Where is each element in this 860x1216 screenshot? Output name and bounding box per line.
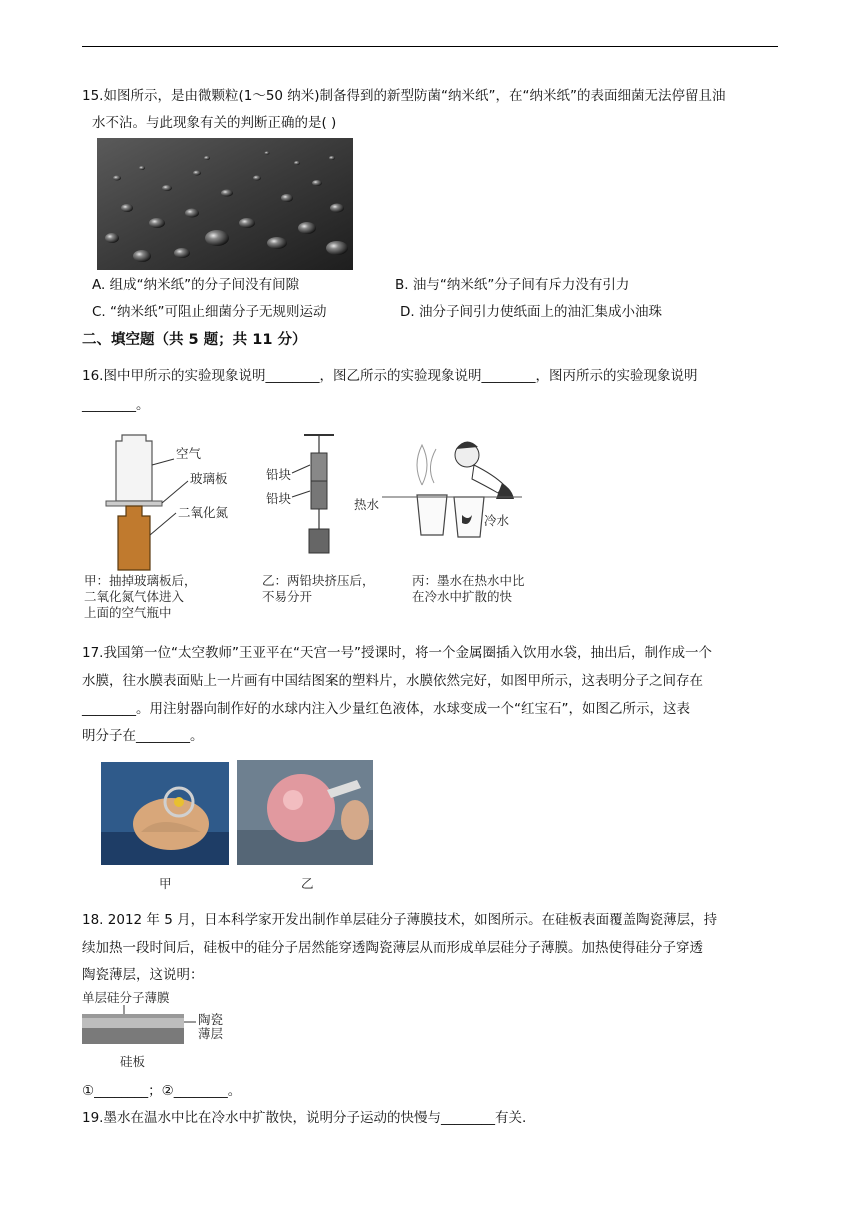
q18-figure [80, 990, 224, 1072]
jia-caption-2: 二氧化氮气体进入 [84, 589, 185, 604]
q15-option-d[interactable]: D. 油分子间引力使纸面上的油汇集成小油珠 [400, 304, 662, 320]
q16-stem-line1: 16.图中甲所示的实验现象说明________，图乙所示的实验现象说明________，图丙所示的实验现象说明 [82, 368, 698, 384]
q16-stem-line2: ________。 [82, 397, 150, 413]
yi-caption-1: 乙：两铅块挤压后， [262, 573, 375, 588]
q16-figure [82, 425, 552, 620]
q18-answer-line: ①________；②________。 [82, 1083, 242, 1099]
jia-caption-3: 上面的空气瓶中 [84, 605, 172, 620]
jia-label-glass: 玻璃板 [190, 471, 228, 486]
yi-label-lead-1: 铅块 [266, 467, 292, 482]
q17-stem-line4: 明分子在________。 [82, 728, 204, 744]
q15-option-a[interactable]: A. 组成“纳米纸”的分子间没有间隙 [92, 277, 300, 293]
q19-stem-line1: 19.墨水在温水中比在冷水中扩散快，说明分子运动的快慢与________有关. [82, 1110, 527, 1126]
q18-stem-line2: 续加热一段时间后，硅板中的硅分子居然能穿透陶瓷薄层从而形成单层硅分子薄膜。加热使得硅分子穿透 [82, 940, 703, 956]
bing-caption-2: 在冷水中扩散的快 [412, 589, 513, 604]
q15-stem-line2: 水不沾。与此现象有关的判断正确的是( ) [92, 115, 337, 131]
q15-stem-line1: 15.如图所示，是由微颗粒(1～50 纳米)制备得到的新型防菌“纳米纸”，在“纳米纸”的表面细菌无法停留且油 [82, 88, 726, 104]
q17-stem-line3: ________。用注射器向制作好的水球内注入少量红色液体，水球变成一个“红宝石”，如图乙所示，这表 [82, 701, 690, 717]
q18-stem-line3: 陶瓷薄层，这说明： [82, 967, 204, 983]
jia-label-air: 空气 [176, 446, 202, 461]
q18-label-ceramic-2: 薄层 [198, 1026, 224, 1041]
q18-stem-line1: 18. 2012 年 5 月，日本科学家开发出制作单层硅分子薄膜技术，如图所示。在硅板表面覆盖陶瓷薄层，持 [82, 912, 718, 928]
q17-stem-line2: 水膜，往水膜表面贴上一片画有中国结图案的塑料片，水膜依然完好，如图甲所示，这表明分子之间存在 [82, 673, 703, 689]
q15-option-c[interactable]: C. “纳米纸”可阻止细菌分子无规则运动 [92, 304, 327, 320]
bing-label-hot: 热水 [354, 497, 380, 512]
bing-label-cold: 冷水 [484, 513, 510, 528]
section-title: 二、填空题（共 5 题；共 11 分） [82, 332, 307, 348]
q15-option-b[interactable]: B. 油与“纳米纸”分子间有斥力没有引力 [395, 277, 630, 293]
header-rule [82, 46, 778, 47]
q17-caption-jia: 甲 [159, 876, 172, 891]
jia-caption-1: 甲：抽掉玻璃板后， [84, 573, 197, 588]
q17-photo-yi [237, 760, 373, 865]
q17-caption-yi: 乙 [301, 876, 314, 891]
bing-caption-1: 丙：墨水在热水中比 [412, 573, 525, 588]
yi-apparatus [292, 435, 334, 553]
q17-captions [101, 872, 381, 894]
nano-paper-photo [97, 138, 353, 270]
q17-stem-line1: 17.我国第一位“太空教师”王亚平在“天宫一号”授课时，将一个金属圈插入饮用水袋，抽出后，制作成一个 [82, 645, 712, 661]
q18-label-ceramic-1: 陶瓷 [198, 1012, 224, 1027]
jia-label-no2: 二氧化氮 [178, 505, 229, 520]
q18-label-film: 单层硅分子薄膜 [82, 990, 170, 1005]
q17-photo-jia [101, 762, 229, 865]
yi-label-lead-2: 铅块 [266, 491, 292, 506]
yi-caption-2: 不易分开 [262, 589, 313, 604]
q18-label-silicon: 硅板 [120, 1054, 146, 1069]
